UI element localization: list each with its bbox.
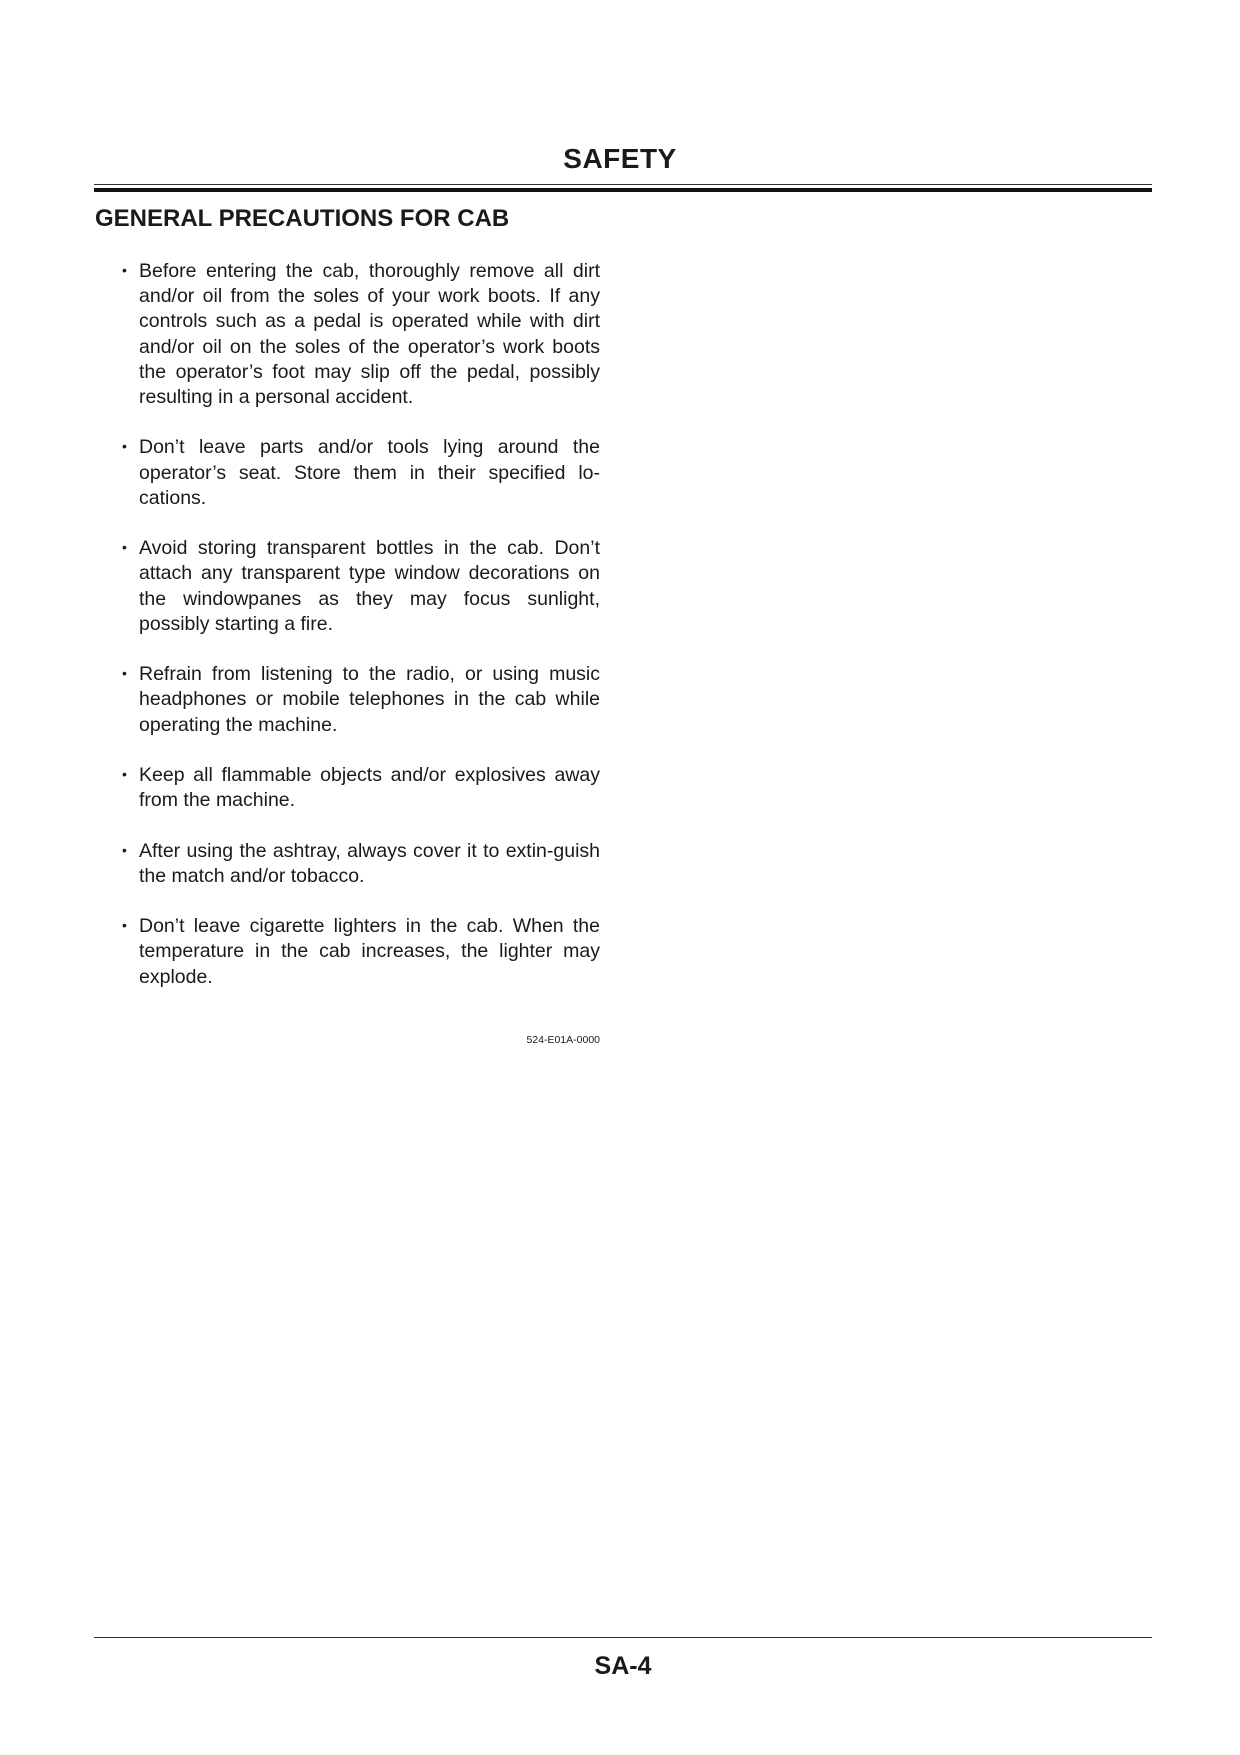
list-item: [122, 435, 600, 511]
list-item: [122, 763, 600, 813]
precautions-list: [122, 259, 600, 1015]
list-item-text: Keep all flammable objects and/or explosives away from the machine.: [139, 764, 600, 812]
list-item: [122, 662, 600, 738]
page-number: SA-4: [594, 1652, 652, 1680]
footer-rule: [94, 1637, 1152, 1638]
list-item-text: Avoid storing transparent bottles in the cab. Don’t attach any transparent type window decorations on the windowpanes as they may focus sunlight, possibly starting a fire.: [139, 537, 600, 635]
list-item: [122, 914, 600, 990]
document-code: 524-E01A-0000: [526, 1034, 600, 1046]
list-item: [122, 536, 600, 637]
bullet-icon: •: [122, 262, 127, 278]
bullet-icon: •: [122, 539, 127, 556]
list-item: [122, 259, 600, 410]
header-rule-thin: [94, 184, 1152, 185]
bullet-icon: •: [122, 438, 127, 455]
page-header-title: SAFETY: [563, 143, 677, 174]
list-item-text: After using the ashtray, always cover it to extin-guish the match and/or tobacco.: [139, 839, 600, 887]
bullet-icon: •: [122, 766, 127, 782]
bullet-icon: •: [122, 665, 127, 682]
bullet-icon: •: [122, 917, 127, 934]
list-item-text: Refrain from listening to the radio, or using music headphones or mobile telephones in the cab while operating the machine.: [139, 663, 600, 736]
header-rule-thick: [94, 188, 1152, 192]
list-item-text: Don’t leave cigarette lighters in the cab. When the temperature in the cab increases, the lighter may explode.: [139, 915, 600, 988]
section-heading: GENERAL PRECAUTIONS FOR CAB: [95, 205, 510, 232]
bullet-icon: •: [122, 841, 127, 858]
list-item: [122, 839, 600, 889]
list-item-text: Don’t leave parts and/or tools lying around the operator’s seat. Store them in their specified lo-cations.: [139, 436, 600, 509]
list-item-text: Before entering the cab, thoroughly remove all dirt and/or oil from the soles of your work boots. If any controls such as a pedal is operated while with dirt and/or oil on the soles of the operator’s work boots the operator’s foot may slip off the pedal, possibly resulting in a personal accident.: [139, 260, 600, 409]
